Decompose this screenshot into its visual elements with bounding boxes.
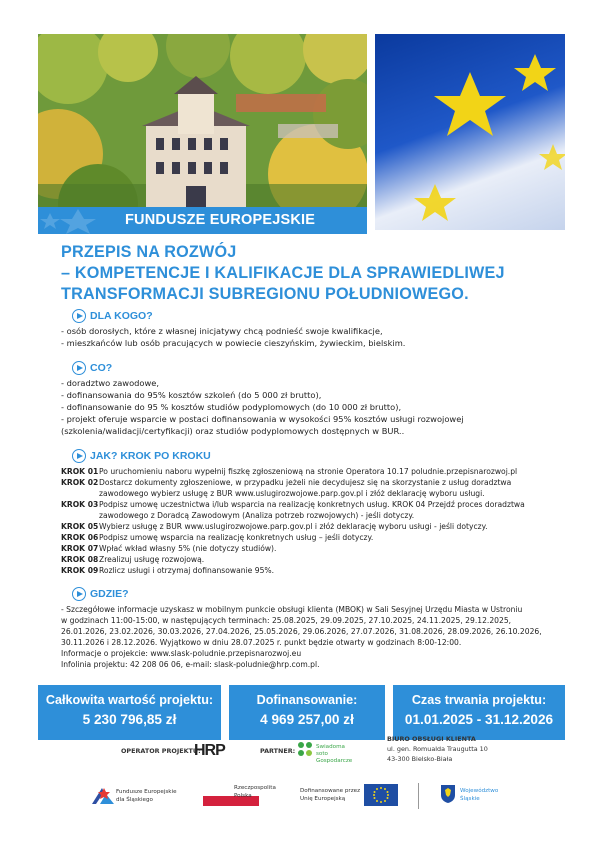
town-hall-illustration [38,34,367,230]
partner-logo-text: Swiadoma soto Gospodarcze [316,744,353,764]
banner [38,207,367,234]
eu-flag-illustration [375,34,565,230]
step-row [61,566,274,576]
rp-logo-text-2: Polska [234,793,252,799]
section-heading-jak [72,449,211,463]
step-row [61,555,204,565]
section-heading-dla-kogo [72,309,153,323]
partner-label: PARTNER: [260,747,296,755]
page-title-line-3: TRANSFORMACJI SUBREGIONU POŁUDNIOWEGO. [61,285,469,303]
fe-logo-icon [92,786,114,804]
section-label: JAK? KROK PO KROKU [90,450,211,462]
step-text: Wpłać wkład własny 5% (nie dotyczy studiów). [99,544,277,553]
fe-slaskie-logo [92,786,114,808]
rp-logo-text-1: Rzeczpospolita [234,785,276,791]
slaskie-shield-icon [440,784,456,804]
box-value: 4 969 257,00 zł [260,712,354,727]
play-icon [72,449,86,463]
step-text: Wybierz usługę z BUR www.uslugirozwojowe.parp.gov.pl i złóż deklarację wyboru usługi - jeśli dotyczy. [99,522,488,531]
biuro-address-line-2: 43-300 Bielsko-Biała [387,755,453,763]
banner-title: FUNDUSZE EUROPEJSKIE [125,212,316,228]
fe-logo-text-2: dla Śląskiego [116,797,153,803]
step-key: KROK 06 [61,533,99,542]
section-heading-gdzie [72,587,129,601]
step-key: KROK 01 [61,467,99,476]
play-icon [72,361,86,375]
step-row [61,544,276,554]
gdzie-paragraph-line: 30.11.2026 i 28.12.2026. Wyjątkowo w dniu 28.07.2025 r. punkt będzie otwarty w godzinach 8:00-12:00. [61,638,462,647]
hero-images [38,34,565,230]
box-value: 01.01.2025 - 31.12.2026 [404,712,554,727]
box-value: 5 230 796,85 zł [82,712,177,727]
ue-logo-text-2: Unię Europejską [300,796,346,802]
partner-logo [296,740,353,764]
step-key: KROK 07 [61,544,99,553]
funding-box [229,685,385,740]
section-label: CO? [90,362,113,374]
gdzie-paragraph-line: w godzinach 11:00-15:00, w następujących terminach: 25.08.2025, 29.09.2025, 27.10.2025, 24.11.2025, 29.12.2025, [61,616,512,625]
biuro-address-line-1: ul. gen. Romualda Traugutta 10 [387,745,488,753]
play-icon [72,587,86,601]
eu-flag-photo [375,34,565,230]
section-label: GDZIE? [90,588,129,600]
fe-logo-text-1: Fundusze Europejskie [116,789,177,795]
total-value-box [38,685,221,740]
eu-stars-icon [364,784,398,806]
co-item: - dofinansowania do 95% kosztów szkoleń (do 5 000 zł brutto), [61,390,322,400]
step-continuation: zawodowego z Doradcą Zawodowym (Analiza potrzeb rozwojowych) - jeśli dotyczy. [99,511,415,520]
box-label: Dofinansowanie: [256,693,358,707]
step-row [61,478,511,488]
biuro-title: BIURO OBSŁUGI KLIENTA [387,735,476,743]
step-row [61,533,373,543]
dla-kogo-item: - osób dorosłych, które z własnej inicjatywy chcą podnieść swoje kwalifikacje, [61,326,383,336]
co-item: - doradztwo zawodowe, [61,378,160,388]
dla-kogo-item: - mieszkańców lub osób pracujących w powiecie cieszyńskim, żywieckim, bielskim. [61,338,406,348]
step-key: KROK 05 [61,522,99,531]
infolinia: Infolinia projektu: 42 208 06 06, e-mail: slask-poludnie@hrp.com.pl. [61,660,320,669]
step-text: Dostarcz dokumenty zgłoszeniowe, w przypadku jeżeli nie decydujesz się na skorzystanie z usług doradztwa [99,478,512,487]
step-key: KROK 03 [61,500,99,509]
step-continuation: zawodowego wybierz usługę z BUR www.uslugirozwojowe.parp.gov.pl i złóż deklarację wyboru usługi. [99,489,485,498]
step-text: Podpisz umowę uczestnictwa i/lub wsparcia na realizację konkretnych usług. KROK 04 Przejdź proces doradztwa [99,500,525,509]
gdzie-paragraph-line: - Szczegółowe informacje uzyskasz w mobilnym punkcie obsługi klienta (MBOK) w Sali Sesyjnej Urzędu Miasta w Ustroniu [61,605,523,614]
star-decoration-icon [38,207,118,234]
box-label: Całkowita wartość projektu: [45,693,214,707]
co-item: - dofinansowanie do 95 % kosztów studiów podyplomowych (do 10 000 zł brutto), [61,402,402,412]
hrp-logo-text: HRP [194,742,225,759]
step-text: Rozlicz usługi i otrzymaj dofinansowanie 95%. [99,566,275,575]
duration-box [393,685,565,740]
hrp-logo [194,740,232,758]
step-text: Po uruchomieniu naboru wypełnij fiszkę zgłoszeniową na stronie Operatora 10.17 poludnie.przepisnarozwoj.pl [99,467,518,476]
project-info-link[interactable]: Informacje o projekcie: www.slask-poludnie.przepisnarozwoj.eu [61,649,302,658]
section-label: DLA KOGO? [90,310,153,322]
page-title-line-1: PRZEPIS NA ROZWÓJ [61,243,237,261]
step-row [61,467,517,477]
box-label: Czas trwania projektu: [411,693,547,707]
step-row [61,522,487,532]
gdzie-paragraph-line: 26.01.2026, 23.02.2026, 30.03.2026, 27.04.2026, 25.05.2026, 29.06.2026, 27.07.2026, 31.08.2026, 28.09.2026, 26.10.2026, [61,627,542,636]
town-hall-photo [38,34,367,230]
partner-logo-icon [296,740,314,758]
step-text: Podpisz umowę wsparcia na realizację konkretnych usług – jeśli dotyczy. [99,533,374,542]
step-key: KROK 09 [61,566,99,575]
co-item: (szkolenia/walidacji/certyfikacji) oraz studiów podyplomowych dostępnych w BUR.. [61,426,405,436]
co-item: - projekt oferuje wsparcie w postaci dofinansowania w wysokości 95% kosztów usługi rozwojowej [61,414,464,424]
ws-logo-text-2: Śląskie [460,796,480,802]
eu-flag-logo [364,784,398,806]
step-key: KROK 08 [61,555,99,564]
ws-logo-text-1: Województwo [460,788,499,794]
play-icon [72,309,86,323]
step-key: KROK 02 [61,478,99,487]
slaskie-logo [440,784,456,808]
ue-logo-text-1: Dofinansowane przez [300,788,361,794]
section-heading-co [72,361,112,375]
operator-label: OPERATOR PROJEKTU: [121,747,201,755]
step-text: Zrealizuj usługę rozwojową. [99,555,205,564]
step-row [61,500,525,510]
page-title-line-2: – KOMPETENCJE I KALIFIKACJE DLA SPRAWIEDLIWEJ [61,264,505,282]
footer-divider [418,783,419,809]
